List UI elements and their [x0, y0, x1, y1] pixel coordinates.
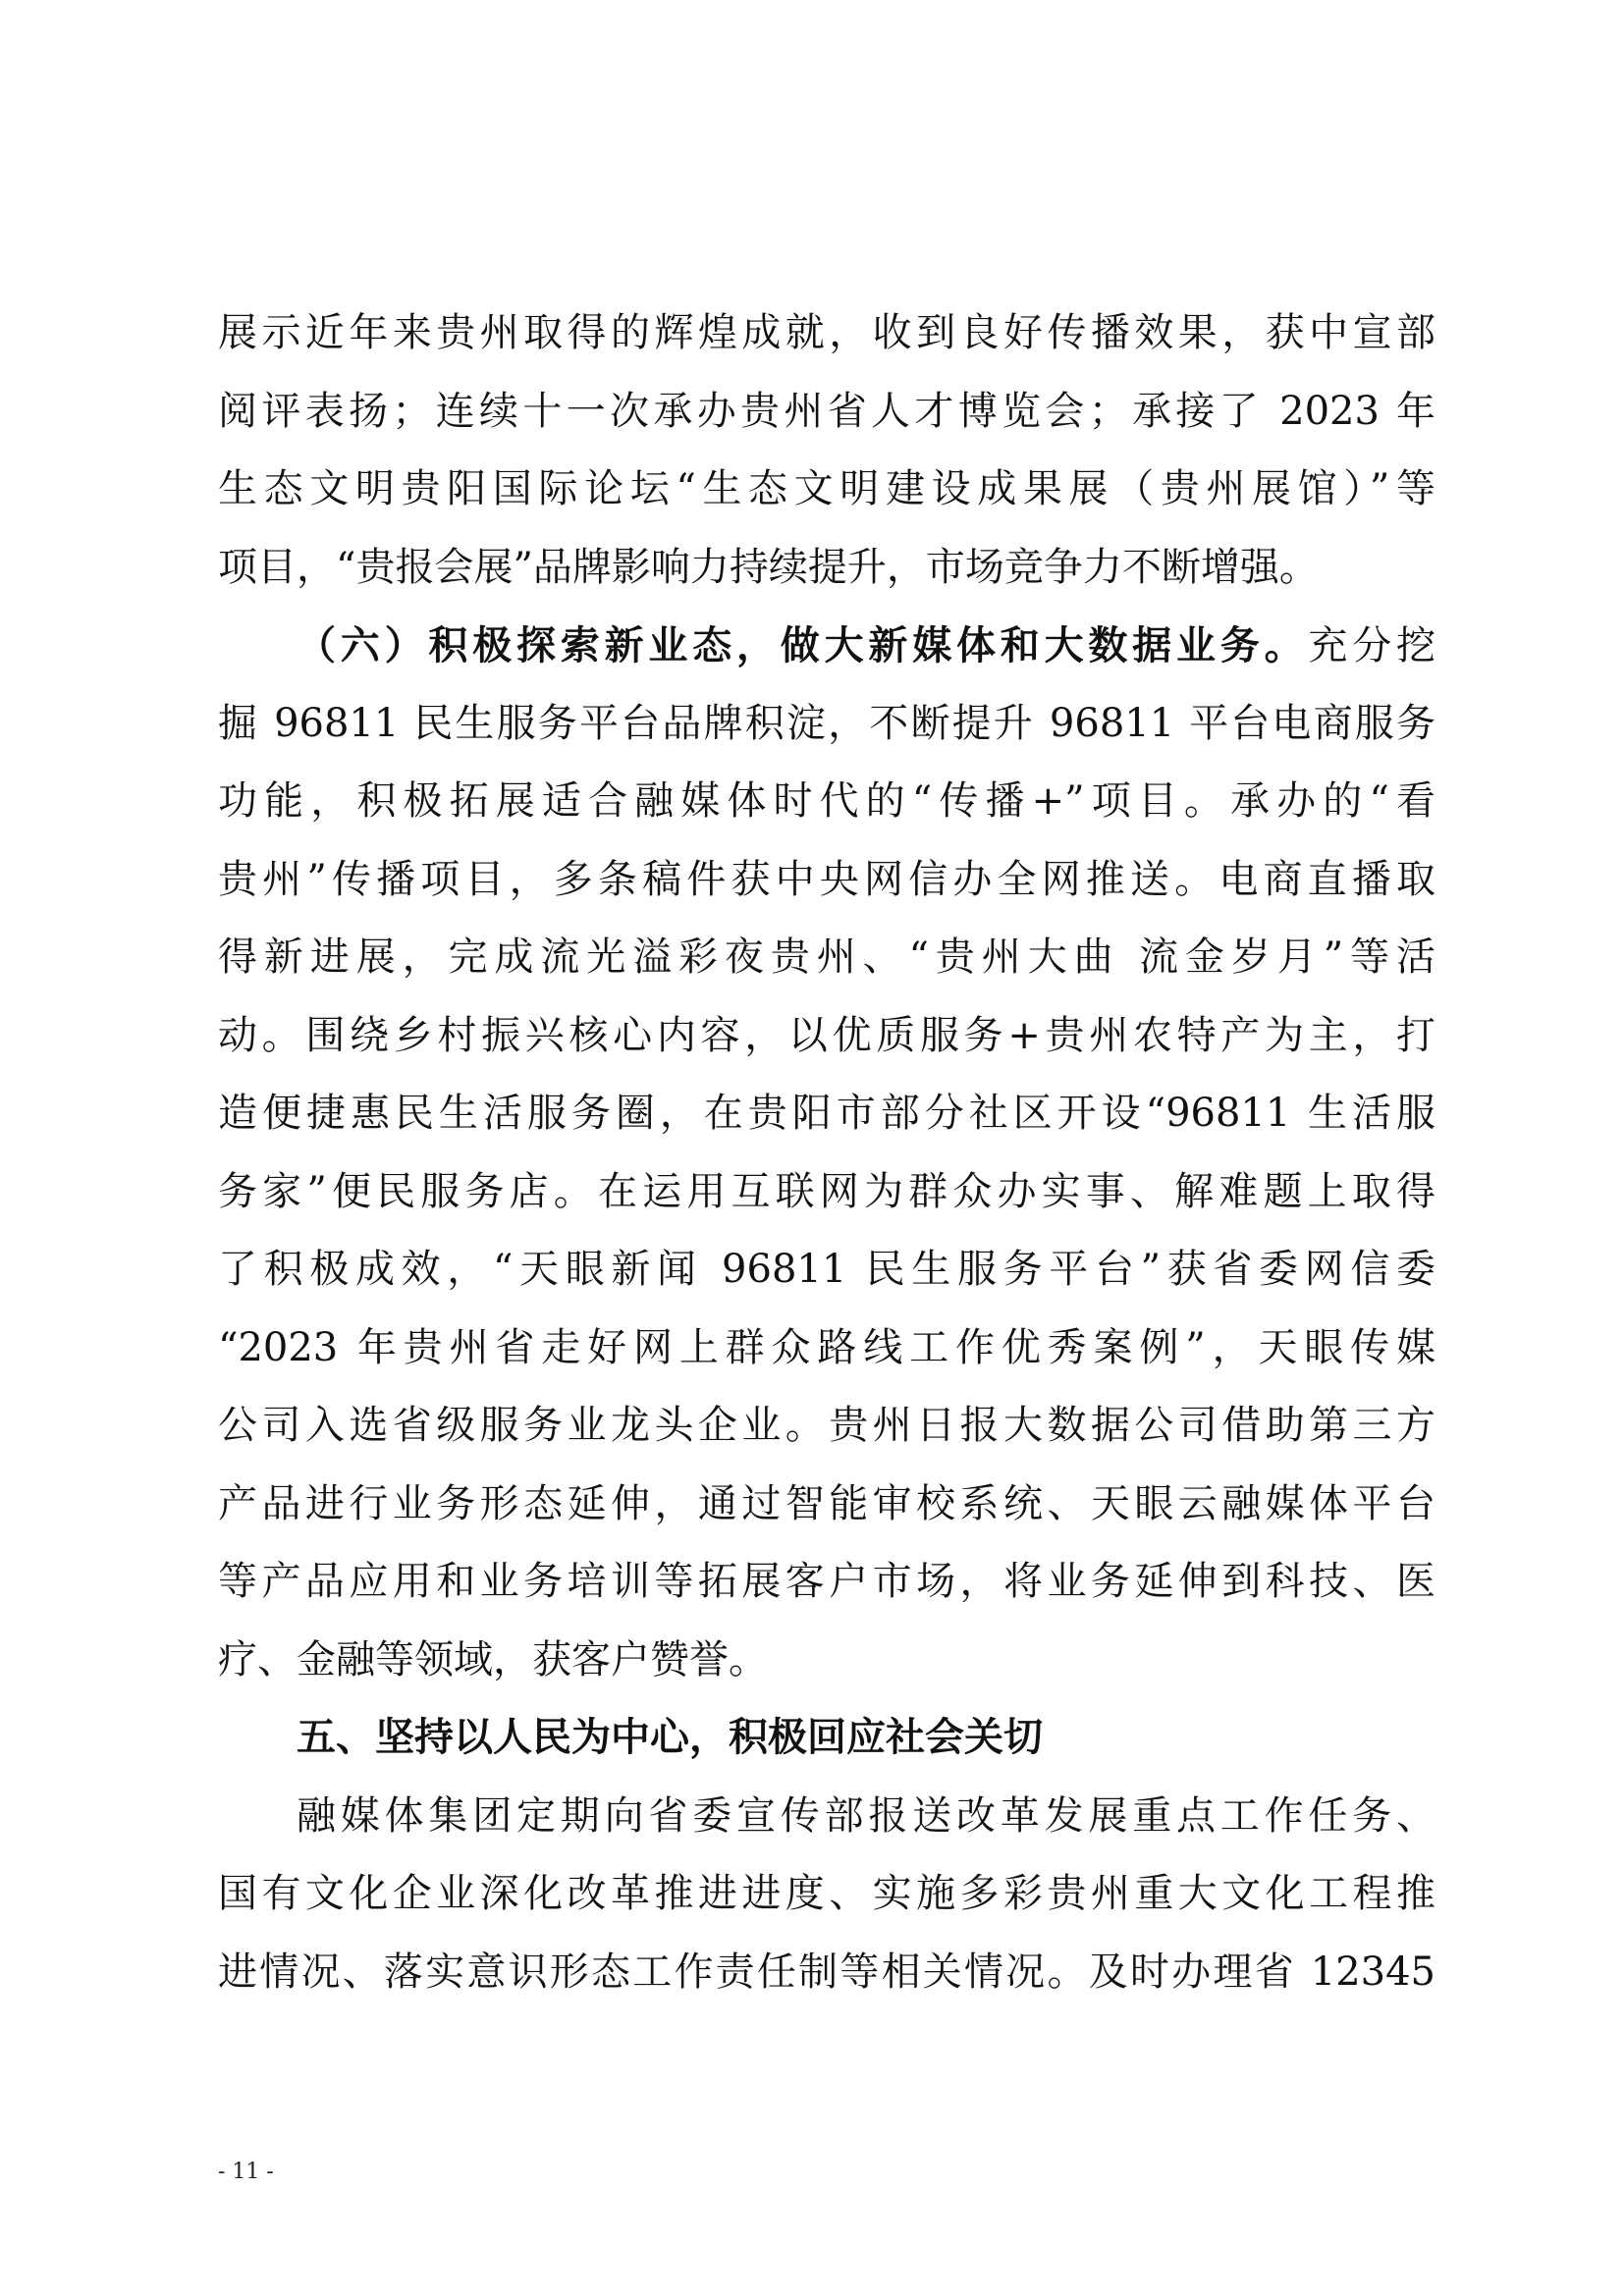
subsection-line-1 — [218, 607, 1435, 685]
body-line-4: 项目，“贵报会展”品牌影响力持续提升，市场竞争力不断增强。 — [218, 544, 1319, 590]
subsection-text: 充分挖 — [1308, 623, 1436, 668]
body-line-14: “2023 年贵州省走好网上群众路线工作优秀案例”，天眼传媒 — [218, 1324, 1435, 1370]
body-line-12: 务家”便民服务店。在运用互联网为群众办实事、解难题上取得 — [218, 1168, 1435, 1214]
section-heading: 五、坚持以人民为中心，积极回应社会关切 — [297, 1715, 1043, 1760]
body-line-22: 进情况、落实意识形态工作责任制等相关情况。及时办理省 12345 — [218, 1949, 1435, 1995]
page-number: - 11 - — [218, 2160, 274, 2184]
body-line-9: 得新进展，完成流光溢彩夜贵州、“贵州大曲 流金岁月”等活 — [218, 934, 1435, 980]
body-line-13: 了积极成效，“天眼新闻 96811 民生服务平台”获省委网信委 — [218, 1247, 1435, 1292]
subsection-heading: （六）积极探索新业态，做大新媒体和大数据业务。 — [297, 622, 1309, 668]
body-line-10: 动。围绕乡村振兴核心内容，以优质服务+贵州农特产为主，打 — [218, 1012, 1435, 1058]
body-line-3: 生态文明贵阳国际论坛“生态文明建设成果展（贵州展馆）”等 — [218, 466, 1435, 511]
body-line-1: 展示近年来贵州取得的辉煌成就，收到良好传播效果，获中宣部 — [218, 310, 1435, 355]
body-line-18: 疗、金融等领域，获客户赞誉。 — [218, 1636, 768, 1682]
body-line-6: 掘 96811 民生服务平台品牌积淀，不断提升 96811 平台电商服务 — [218, 700, 1435, 746]
body-line-8: 贵州”传播项目，多条稿件获中央网信办全网推送。电商直播取 — [218, 856, 1435, 902]
body-line-15: 公司入选省级服务业龙头企业。贵州日报大数据公司借助第三方 — [218, 1403, 1435, 1448]
body-line-17: 等产品应用和业务培训等拓展客户市场，将业务延伸到科技、医 — [218, 1559, 1435, 1604]
body-line-16: 产品进行业务形态延伸，通过智能审校系统、天眼云融媒体平台 — [218, 1480, 1435, 1526]
body-line-20: 融媒体集团定期向省委宣传部报送改革发展重点工作任务、 — [297, 1792, 1435, 1839]
body-line-7: 功能，积极拓展适合融媒体时代的“传播+”项目。承办的“看 — [218, 778, 1435, 824]
body-line-21: 国有文化企业深化改革推进进度、实施多彩贵州重大文化工程推 — [218, 1871, 1435, 1916]
body-line-11: 造便捷惠民生活服务圈，在贵阳市部分社区开设“96811 生活服 — [218, 1091, 1435, 1136]
body-line-2: 阅评表扬；连续十一次承办贵州省人才博览会；承接了 2023 年 — [218, 388, 1435, 434]
document-body — [218, 294, 1435, 2011]
